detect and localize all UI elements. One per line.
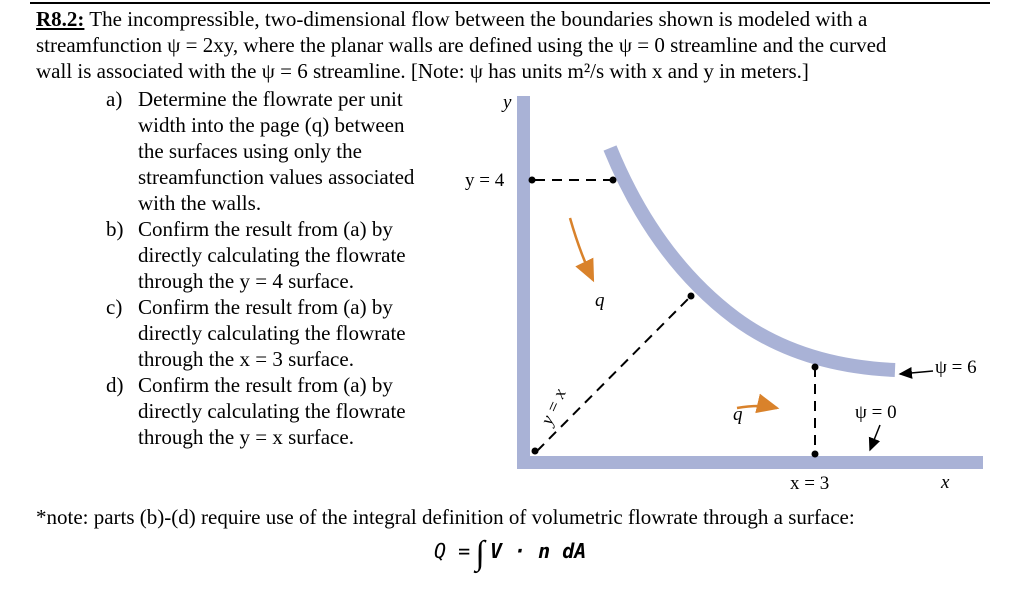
- formula-rhs: V · n dA: [489, 539, 587, 563]
- question-line: width into the page (q) between: [138, 113, 405, 137]
- point-x3-axis: [812, 451, 819, 458]
- point-y4-axis: [529, 177, 536, 184]
- question-d: [106, 372, 446, 450]
- yx-dashed-line: [537, 296, 691, 451]
- question-c: [106, 294, 446, 372]
- y4-label: y = 4: [465, 170, 505, 191]
- question-line: the surfaces using only the: [138, 139, 362, 163]
- curved-wall: [610, 148, 895, 370]
- question-letter: d): [106, 373, 124, 397]
- question-line: Confirm the result from (a) by: [138, 373, 393, 397]
- psi0-label: ψ = 0: [855, 402, 897, 423]
- question-line: through the y = 4 surface.: [138, 269, 354, 293]
- question-line: Determine the flowrate per unit: [138, 87, 403, 111]
- formula-lhs: Q =: [434, 539, 471, 563]
- flow-diagram: [455, 88, 1000, 498]
- psi6-label: ψ = 6: [935, 357, 977, 378]
- integral-sign-icon: ∫: [475, 535, 485, 572]
- intro-line-1: The incompressible, two-dimensional flow between the boundaries shown is modeled with a: [84, 7, 868, 31]
- psi6-pointer: [900, 371, 933, 374]
- vertical-wall: [517, 96, 530, 468]
- point-origin: [532, 448, 539, 455]
- note-text: *note: parts (b)-(d) require use of the integral definition of volumetric flowrate through a surface:: [36, 505, 855, 529]
- psi0-pointer: [870, 425, 880, 450]
- problem-id: R8.2:: [36, 7, 85, 31]
- question-b: [106, 216, 446, 294]
- question-a: [106, 86, 446, 216]
- point-x3-wall: [812, 364, 819, 371]
- question-line: through the x = 3 surface.: [138, 347, 354, 371]
- point-yx-wall: [688, 293, 695, 300]
- intro-line-3: wall is associated with the ψ = 6 streamline. [Note: ψ has units m²/s with x and y in meters.]: [36, 59, 809, 83]
- top-rule: [30, 2, 990, 4]
- point-y4-wall: [610, 177, 617, 184]
- question-line: directly calculating the flowrate: [138, 243, 406, 267]
- question-letter: a): [106, 87, 123, 111]
- y-axis-label: y: [503, 92, 512, 113]
- question-line: Confirm the result from (a) by: [138, 295, 393, 319]
- x-axis-label: x: [941, 472, 950, 493]
- question-letter: c): [106, 295, 123, 319]
- flow-arrow-right: [737, 406, 777, 408]
- question-letter: b): [106, 217, 124, 241]
- intro-line-2: streamfunction ψ = 2xy, where the planar walls are defined using the ψ = 0 streamline and the curved: [36, 33, 887, 57]
- flowrate-formula: [434, 535, 586, 573]
- q-label-lower: q: [733, 404, 743, 425]
- problem-statement: [36, 6, 986, 84]
- question-line: directly calculating the flowrate: [138, 321, 406, 345]
- q-label-upper: q: [595, 290, 605, 311]
- yx-label: y = x: [536, 385, 570, 428]
- x3-label: x = 3: [790, 473, 830, 494]
- question-line: directly calculating the flowrate: [138, 399, 406, 423]
- flow-arrow-down: [570, 218, 593, 280]
- question-line: Confirm the result from (a) by: [138, 217, 393, 241]
- question-line: streamfunction values associated: [138, 165, 415, 189]
- question-line: with the walls.: [138, 191, 262, 215]
- horizontal-wall: [517, 456, 983, 469]
- question-line: through the y = x surface.: [138, 425, 354, 449]
